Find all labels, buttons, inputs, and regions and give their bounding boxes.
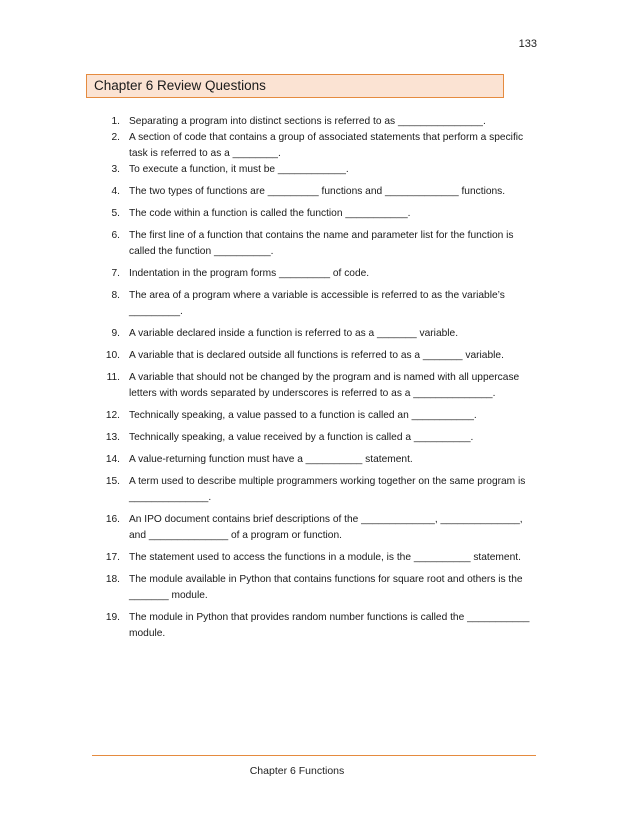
page-number: 133 bbox=[518, 38, 537, 50]
question-number: 14. bbox=[105, 454, 120, 465]
question-item bbox=[86, 184, 536, 200]
question-item bbox=[86, 512, 536, 544]
question-number: 5. bbox=[111, 208, 120, 219]
question-number: 4. bbox=[111, 186, 120, 197]
question-text: To execute a function, it must be ____________. bbox=[129, 164, 349, 175]
question-item bbox=[86, 288, 536, 320]
footer-chapter-label: Chapter 6 Functions bbox=[249, 765, 345, 777]
chapter-heading: Chapter 6 Review Questions bbox=[94, 78, 266, 93]
question-number: 11. bbox=[106, 372, 120, 383]
footer-divider bbox=[92, 755, 536, 756]
question-number: 15. bbox=[105, 476, 120, 487]
question-text: A section of code that contains a group of associated statements that perform a specific task is referred to as a ________. bbox=[129, 132, 524, 159]
question-number: 17. bbox=[105, 552, 120, 563]
question-text: Separating a program into distinct sections is referred to as _______________. bbox=[129, 116, 486, 127]
question-number: 16. bbox=[105, 514, 120, 525]
question-text: Technically speaking, a value passed to a function is called an ___________. bbox=[129, 410, 477, 421]
question-item bbox=[86, 550, 536, 566]
question-text: A value-returning function must have a __________ statement. bbox=[129, 454, 413, 465]
question-item bbox=[86, 348, 536, 364]
question-number: 1. bbox=[111, 116, 120, 127]
question-number: 19. bbox=[105, 612, 120, 623]
question-text: The code within a function is called the function ___________. bbox=[129, 208, 411, 219]
question-item bbox=[86, 266, 536, 282]
question-text: A term used to describe multiple programmers working together on the same program is ______________. bbox=[129, 476, 526, 503]
question-text: A variable declared inside a function is referred to as a _______ variable. bbox=[129, 328, 459, 339]
review-questions-list bbox=[86, 114, 536, 648]
question-text: The statement used to access the functions in a module, is the __________ statement. bbox=[129, 552, 521, 563]
question-number: 10. bbox=[105, 350, 120, 361]
question-number: 8. bbox=[111, 290, 120, 301]
question-item bbox=[86, 162, 536, 178]
question-text: The two types of functions are _________ functions and _____________ functions. bbox=[129, 186, 506, 197]
question-item bbox=[86, 430, 536, 446]
question-number: 2. bbox=[111, 132, 120, 143]
question-number: 7. bbox=[111, 268, 120, 279]
question-number: 13. bbox=[105, 432, 120, 443]
question-item bbox=[86, 408, 536, 424]
question-item bbox=[86, 326, 536, 342]
question-item bbox=[86, 130, 536, 162]
question-text: The area of a program where a variable is accessible is referred to as the variable’s _________. bbox=[129, 290, 505, 317]
question-item bbox=[86, 228, 536, 260]
question-text: A variable that is declared outside all functions is referred to as a _______ variable. bbox=[129, 350, 504, 361]
question-number: 6. bbox=[111, 230, 120, 241]
question-text: A variable that should not be changed by the program and is named with all uppercase letters with words separated by underscores is referred to as a ______________. bbox=[129, 372, 520, 399]
question-number: 9. bbox=[111, 328, 120, 339]
question-text: The first line of a function that contains the name and parameter list for the function is called the function __________. bbox=[129, 230, 514, 257]
question-number: 12. bbox=[105, 410, 120, 421]
question-item bbox=[86, 114, 536, 130]
question-item bbox=[86, 572, 536, 604]
question-text: Indentation in the program forms _________ of code. bbox=[129, 268, 370, 279]
question-item bbox=[86, 206, 536, 222]
chapter-heading-box bbox=[86, 74, 504, 98]
question-number: 18. bbox=[105, 574, 120, 585]
question-text: Technically speaking, a value received by a function is called a __________. bbox=[129, 432, 474, 443]
question-text: The module available in Python that contains functions for square root and others is the _______ module. bbox=[129, 574, 523, 601]
question-item bbox=[86, 452, 536, 468]
question-text: The module in Python that provides random number functions is called the ___________ module. bbox=[129, 612, 530, 639]
question-text: An IPO document contains brief descriptions of the _____________, ______________, and ______________ of a program or function. bbox=[129, 514, 523, 541]
question-item bbox=[86, 474, 536, 506]
question-item bbox=[86, 370, 536, 402]
question-number: 3. bbox=[111, 164, 120, 175]
question-item bbox=[86, 610, 536, 642]
